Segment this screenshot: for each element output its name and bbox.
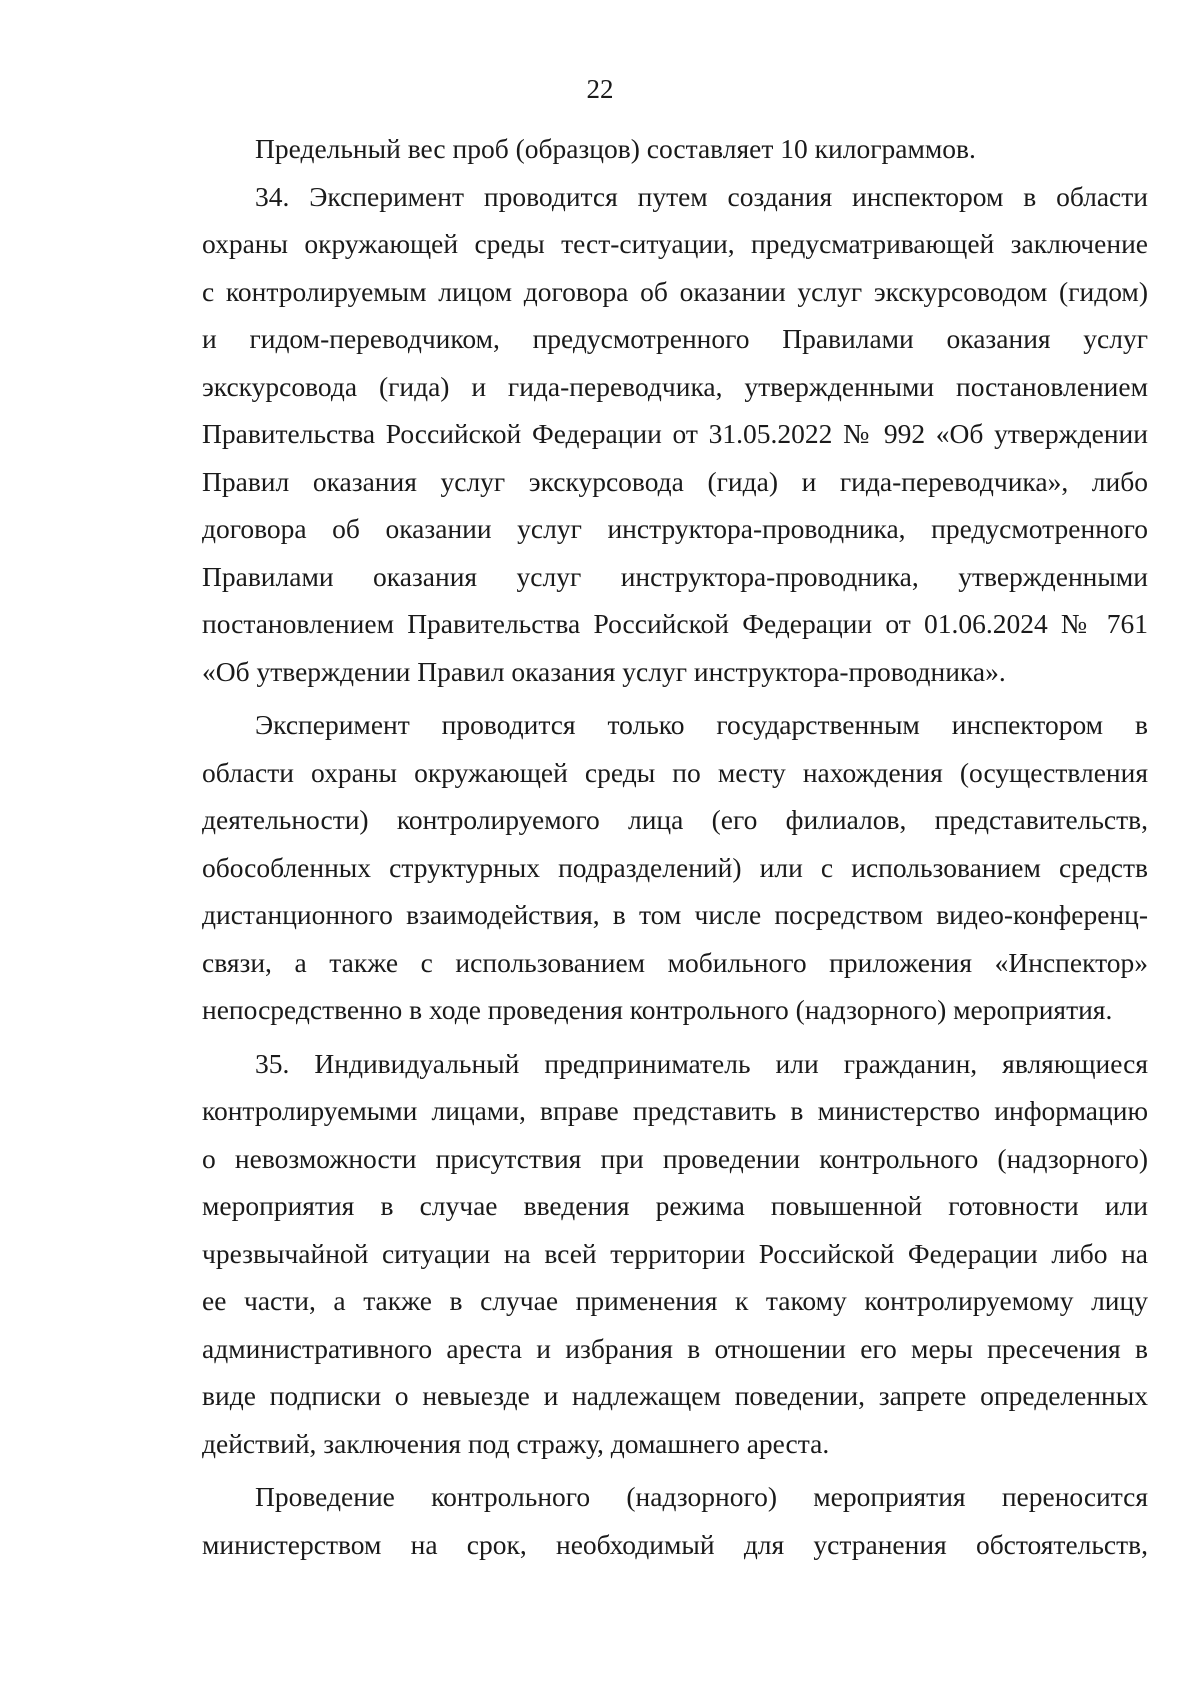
text-line: обособленных структурных подразделений) или с использованием средств xyxy=(202,851,1148,883)
text-line: 35. Индивидуальный предприниматель или гражданин, являющиеся xyxy=(255,1047,1148,1079)
text-line: области охраны окружающей среды по месту нахождения (осуществления xyxy=(202,756,1148,788)
paragraph-experiment xyxy=(202,701,1148,1034)
paragraph-sample-weight xyxy=(202,125,1148,173)
text-line: Правилами оказания услуг инструктора-проводника, утвержденными xyxy=(202,560,1148,592)
text-line: действий, заключения под стражу, домашнего ареста. xyxy=(202,1427,830,1459)
text-line: министерством на срок, необходимый для устранения обстоятельств, xyxy=(202,1528,1148,1560)
document-body xyxy=(202,125,1148,1568)
text-line: связи, а также с использованием мобильного приложения «Инспектор» xyxy=(202,946,1148,978)
text-line: о невозможности присутствия при проведении контрольного (надзорного) xyxy=(202,1142,1148,1174)
text-line: непосредственно в ходе проведения контрольного (надзорного) мероприятия. xyxy=(202,994,1113,1025)
text-line: ее части, а также в случае применения к такому контролируемому лицу xyxy=(202,1285,1148,1316)
text-line: постановлением Правительства Российской Федерации от 01.06.2024 № 761 xyxy=(202,608,1148,639)
text-line: деятельности) контролируемого лица (его филиалов, представительств, xyxy=(202,804,1148,835)
text-line: административного ареста и избрания в отношении его меры пресечения в xyxy=(202,1332,1148,1364)
text-line: Эксперимент проводится только государственным инспектором в xyxy=(255,709,1148,740)
paragraph-postponement xyxy=(202,1473,1148,1568)
text-line: дистанционного взаимодействия, в том числе посредством видео-конференц- xyxy=(202,899,1148,930)
text-line: договора об оказании услуг инструктора-проводника, предусмотренного xyxy=(202,513,1148,544)
text-line: «Об утверждении Правил оказания услуг инструктора-проводника». xyxy=(202,655,1006,687)
text-line: и гидом-переводчиком, предусмотренного Правилами оказания услуг xyxy=(202,323,1148,354)
text-line: виде подписки о невыезде и надлежащем поведении, запрете определенных xyxy=(202,1380,1148,1411)
text-line: мероприятия в случае введения режима повышенной готовности или xyxy=(202,1190,1148,1221)
page-number: 22 xyxy=(586,74,614,104)
text-line: контролируемыми лицами, вправе представить в министерство информацию xyxy=(202,1095,1148,1126)
text-line: Предельный вес проб (образцов) составляет 10 килограммов. xyxy=(255,133,976,164)
paragraph-35 xyxy=(202,1040,1148,1468)
text-line: Проведение контрольного (надзорного) мероприятия переносится xyxy=(255,1481,1148,1512)
text-line: 34. Эксперимент проводится путем создания инспектором в области xyxy=(255,180,1148,212)
text-line: охраны окружающей среды тест-ситуации, предусматривающей заключение xyxy=(202,228,1148,259)
text-line: Правительства Российской Федерации от 31.05.2022 № 992 «Об утверждении xyxy=(202,418,1148,449)
text-line: экскурсовода (гида) и гида-переводчика, утвержденными постановлением xyxy=(202,370,1148,402)
text-line: чрезвычайной ситуации на всей территории Российской Федерации либо на xyxy=(202,1237,1148,1269)
text-line: Правил оказания услуг экскурсовода (гида) и гида-переводчика», либо xyxy=(202,465,1148,497)
paragraph-34 xyxy=(202,173,1148,696)
text-line: с контролируемым лицом договора об оказании услуг экскурсоводом (гидом) xyxy=(202,275,1148,307)
